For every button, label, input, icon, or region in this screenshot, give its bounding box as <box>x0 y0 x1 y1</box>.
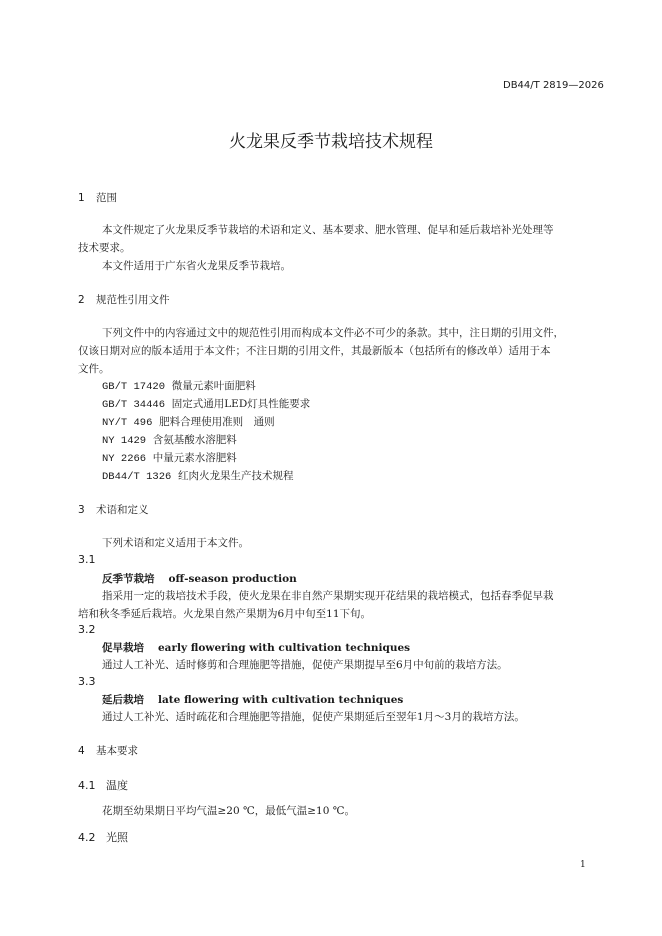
section-3-heading <box>78 502 149 517</box>
reference-name: 微量元素叶面肥料 <box>171 380 256 392</box>
reference-name: 红肉火龙果生产技术规程 <box>178 470 294 482</box>
section-title: 基本要求 <box>96 745 138 757</box>
subsection-4-1-text: 花期至幼果期日平均气温≥20 ℃，最低气温≥10 ℃。 <box>102 805 355 817</box>
term-en: late flowering with cultivation techniques <box>158 694 404 706</box>
section-number: 1 <box>78 192 85 204</box>
reference-item <box>102 468 294 483</box>
reference-code: DB44/T 1326 <box>102 471 172 483</box>
term-heading <box>102 571 297 586</box>
reference-name: 中量元素水溶肥料 <box>152 452 237 464</box>
section-2-para-line-2: 仅该日期对应的版本适用于本文件；不注日期的引用文件，其最新版本（包括所有的修改单）适用于本 <box>78 345 551 357</box>
standard-number: DB44/T 2819—2026 <box>503 80 604 91</box>
subsection-4-1-heading <box>78 777 128 793</box>
term-heading <box>102 640 410 655</box>
reference-name: 肥料合理使用准则 通则 <box>159 416 275 428</box>
term-zh: 反季节栽培 <box>102 573 155 585</box>
page-number: 1 <box>580 860 586 870</box>
reference-code: NY/T 496 <box>102 417 153 429</box>
reference-code: GB/T 34446 <box>102 399 166 411</box>
term-definition-line-1: 通过人工补光、适时疏花和合理施肥等措施，促使产果期延后至翌年1月～3月的栽培方法。 <box>102 711 525 723</box>
section-title: 术语和定义 <box>96 504 149 516</box>
document-title: 火龙果反季节栽培技术规程 <box>229 132 433 152</box>
subsection-title: 温度 <box>106 779 128 792</box>
term-en: early flowering with cultivation techniques <box>158 642 411 654</box>
subsection-title: 光照 <box>106 831 128 844</box>
section-number: 2 <box>78 294 85 306</box>
reference-code: NY 2266 <box>102 453 147 465</box>
subsection-number: 4.2 <box>78 831 96 844</box>
subsection-number: 4.1 <box>78 779 96 792</box>
term-en: off-season production <box>168 573 297 585</box>
reference-item <box>102 396 310 411</box>
reference-code: NY 1429 <box>102 435 147 447</box>
reference-code: GB/T 17420 <box>102 381 166 393</box>
term-definition-line-1: 通过人工补光、适时修剪和合理施肥等措施，促使产果期提早至6月中旬前的栽培方法。 <box>102 659 508 671</box>
section-2-heading <box>78 292 170 307</box>
section-3-intro: 下列术语和定义适用于本文件。 <box>102 537 249 549</box>
section-1-heading <box>78 190 117 205</box>
reference-item <box>102 450 237 465</box>
reference-item <box>102 414 275 429</box>
reference-item <box>102 432 237 447</box>
section-title: 规范性引用文件 <box>96 294 170 306</box>
term-zh: 延后栽培 <box>102 694 144 706</box>
section-title: 范围 <box>96 192 117 204</box>
term-definition-line-2: 培和秋冬季延后栽培。火龙果自然产果期为6月中旬至11下旬。 <box>78 608 372 620</box>
section-2-para-line-3: 文件。 <box>78 363 110 375</box>
section-2-para-line-1: 下列文件中的内容通过文中的规范性引用而构成本文件必不可少的条款。其中，注日期的引用文件， <box>102 327 564 339</box>
reference-name: 固定式通用LED灯具性能要求 <box>171 398 311 410</box>
term-number: 3.2 <box>78 623 96 636</box>
section-number: 4 <box>78 745 85 757</box>
section-4-heading <box>78 743 138 758</box>
section-1-para-1-line-1: 本文件规定了火龙果反季节栽培的术语和定义、基本要求、肥水管理、促早和延后栽培补光处理等 <box>102 224 554 236</box>
term-definition-line-1: 指采用一定的栽培技术手段，使火龙果在非自然产果期实现开花结果的栽培模式，包括春季促早栽 <box>102 590 554 602</box>
section-number: 3 <box>78 504 85 516</box>
subsection-4-2-heading <box>78 829 128 845</box>
term-number: 3.3 <box>78 675 96 688</box>
term-zh: 促早栽培 <box>102 642 144 654</box>
term-heading <box>102 692 403 707</box>
section-1-para-1-line-2: 技术要求。 <box>78 242 131 254</box>
reference-name: 含氨基酸水溶肥料 <box>152 434 237 446</box>
term-number: 3.1 <box>78 553 96 566</box>
section-1-para-2: 本文件适用于广东省火龙果反季节栽培。 <box>102 260 291 272</box>
reference-item <box>102 378 256 393</box>
